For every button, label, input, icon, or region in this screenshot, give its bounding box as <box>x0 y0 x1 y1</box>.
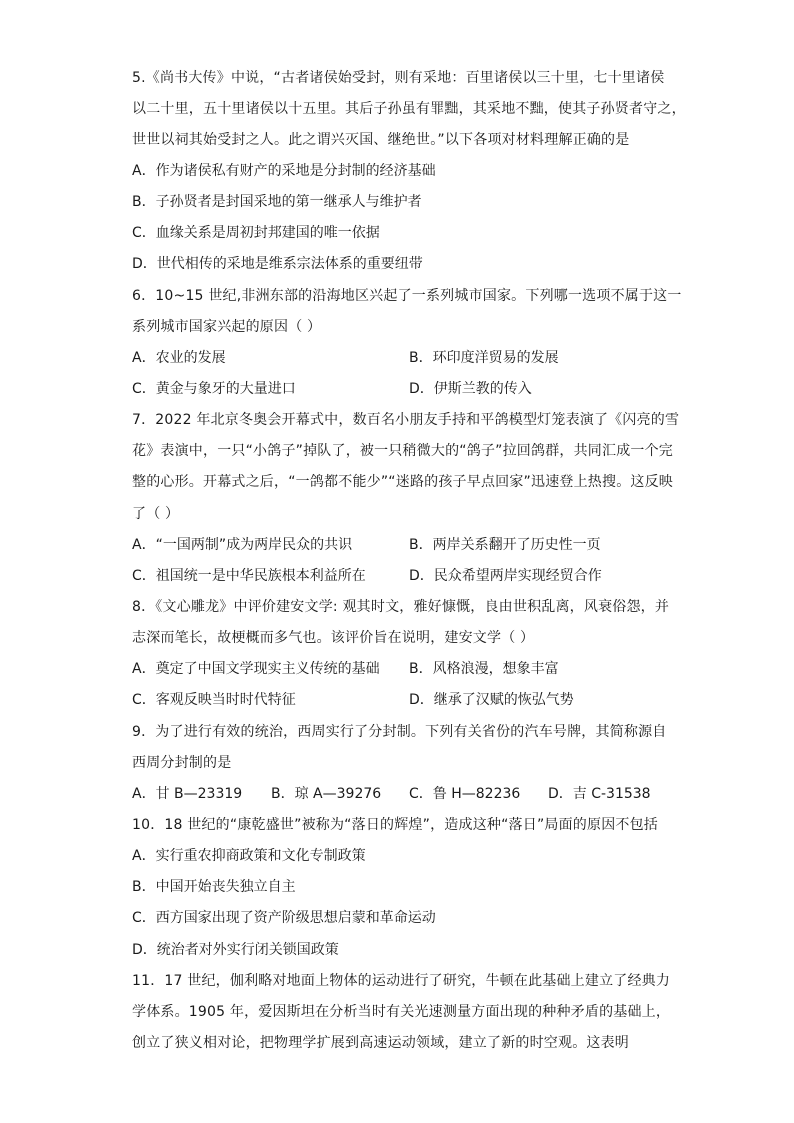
q7-option-d: D．民众希望两岸实现经贸合作 <box>409 568 602 584</box>
q6-stem-line-2: 系列城市国家兴起的原因（ ） <box>132 319 322 335</box>
q8-option-c: C．客观反映当时时代特征 <box>132 692 296 708</box>
q7-stem-line-4: 了（ ） <box>132 506 180 522</box>
q9-option-d: D．吉 C-31538 <box>548 786 651 802</box>
q6-option-a: A．农业的发展 <box>132 350 226 366</box>
q5-stem-line-2: 以二十里，五十里诸侯以十五里。其后子孙虽有罪黜，其采地不黜，使其子孙贤者守之， <box>132 101 686 117</box>
q8-stem-line-1: 8．《文心雕龙》中评价建安文学: 观其时文，雅好慷慨，良由世积乱离，风衰俗怨，并 <box>132 599 670 615</box>
q6-option-d: D．伊斯兰教的传入 <box>409 381 532 397</box>
q9-stem-line-1: 9．为了进行有效的统治，西周实行了分封制。下列有关省份的汽车号牌，其简称源自 <box>132 724 667 740</box>
q5-option-b: B．子孙贤者是封国采地的第一继承人与维护者 <box>132 194 422 210</box>
q9-stem-line-2: 西周分封制的是 <box>132 755 232 771</box>
q8-option-a: A．奠定了中国文学现实主义传统的基础 <box>132 661 380 677</box>
q9-option-c: C．鲁 H—82236 <box>409 786 521 802</box>
q10-option-b: B．中国开始丧失独立自主 <box>132 879 296 895</box>
q10-option-a: A．实行重农抑商政策和文化专制政策 <box>132 848 366 864</box>
q5-option-a: A．作为诸侯私有财产的采地是分封制的经济基础 <box>132 163 436 179</box>
q8-option-d: D．继承了汉赋的恢弘气势 <box>409 692 574 708</box>
q5-stem-line-1: 5.《尚书大传》中说，“古者诸侯始受封，则有采地：百里诸侯以三十里，七十里诸侯 <box>132 70 665 86</box>
q7-stem-line-3: 整的心形。开幕式之后，“一鸽都不能少”“迷路的孩子早点回家”迅速登上热搜。这反映 <box>132 474 674 490</box>
q6-option-c: C．黄金与象牙的大量进口 <box>132 381 296 397</box>
q9-option-b: B．琼 A—39276 <box>271 786 382 802</box>
q5-option-c: C．血缘关系是周初封邦建国的唯一依据 <box>132 225 380 241</box>
q8-stem-line-2: 志深而笔长，故梗概而多气也。该评价旨在说明，建安文学（ ） <box>132 630 535 646</box>
q7-option-a: A．“一国两制”成为两岸民众的共识 <box>132 537 353 553</box>
q5-option-d: D．世代相传的采地是维系宗法体系的重要纽带 <box>132 256 423 272</box>
q7-stem-line-2: 花》表演中，一只“小鸽子”掉队了，被一只稍微大的“鸽子”拉回鸽群，共同汇成一个完 <box>132 443 674 459</box>
q6-stem-line-1: 6．10~15 世纪,非洲东部的沿海地区兴起了一系列城市国家。下列哪一选项不属于这一 <box>132 288 682 304</box>
q5-stem-line-3: 世世以祠其始受封之人。此之谓兴灭国、继绝世。”以下各项对材料理解正确的是 <box>132 132 630 148</box>
q10-option-c: C．西方国家出现了资产阶级思想启蒙和革命运动 <box>132 910 436 926</box>
q11-stem-line-3: 创立了狭义相对论，把物理学扩展到高速运动领域，建立了新的时空观。这表明 <box>132 1035 629 1051</box>
q8-option-b: B．风格浪漫，想象丰富 <box>409 661 559 677</box>
q10-stem-line-1: 10．18 世纪的“康乾盛世”被称为“落日的辉煌”，造成这种“落日”局面的原因不包括 <box>132 817 658 833</box>
q11-stem-line-2: 学体系。1905 年，爱因斯坦在分析当时有关光速测量方面出现的种种矛盾的基础上， <box>132 1004 671 1020</box>
q7-option-b: B．两岸关系翻开了历史性一页 <box>409 537 601 553</box>
q11-stem-line-1: 11．17 世纪，伽利略对地面上物体的运动进行了研究，牛顿在此基础上建立了经典力 <box>132 973 671 989</box>
q6-option-b: B．环印度洋贸易的发展 <box>409 350 559 366</box>
q10-option-d: D．统治者对外实行闭关锁国政策 <box>132 942 339 958</box>
q7-stem-line-1: 7．2022 年北京冬奥会开幕式中，数百名小朋友手持和平鸽模型灯笼表演了《闪亮的雪 <box>132 412 680 428</box>
q7-option-c: C．祖国统一是中华民族根本利益所在 <box>132 568 366 584</box>
q9-option-a: A．甘 B—23319 <box>132 786 243 802</box>
